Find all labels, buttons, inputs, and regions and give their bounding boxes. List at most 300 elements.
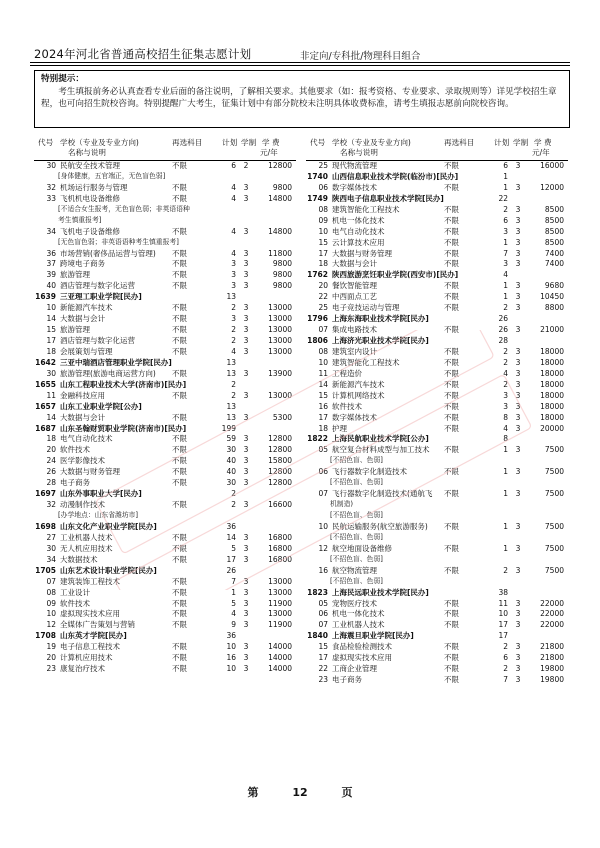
subject-cell: 不限 (444, 598, 459, 608)
name-cell: 上海民远职业技术学院[民办] (332, 587, 429, 597)
name-cell: 大数据与财务管理 (60, 467, 120, 477)
name-cell: 跨境电子商务 (60, 259, 105, 269)
plan-cell: 8 (503, 434, 508, 444)
school-row (34, 402, 296, 413)
code-cell: 39 (46, 270, 56, 280)
subject-cell: 不限 (444, 303, 459, 313)
fee-cell: 13000 (268, 314, 292, 324)
plan-cell: 38 (498, 587, 508, 597)
fee-cell: 12800 (268, 467, 292, 477)
major-row (306, 238, 568, 249)
code-cell: 10 (318, 521, 328, 531)
plan-cell: 2 (503, 642, 508, 652)
name-cell: 动漫制作技术 (60, 500, 105, 510)
subject-cell: 不限 (172, 587, 187, 597)
major-row (306, 259, 568, 270)
code-cell: 32 (46, 182, 56, 192)
subject-cell: 不限 (172, 620, 187, 630)
fee-cell: 15800 (268, 456, 292, 466)
name-cell: 虚拟现实技术应用 (60, 609, 120, 619)
length-cell: 3 (515, 379, 521, 389)
school-row (306, 434, 568, 445)
name-cell: 航空物流管理 (332, 565, 377, 575)
plan-cell: 6 (503, 161, 508, 170)
subject-cell: 不限 (172, 598, 187, 608)
code-cell: 1708 (35, 631, 56, 641)
length-cell: 3 (515, 303, 521, 313)
major-row (306, 413, 568, 424)
th-name1: 学校（专业及专业方向) (332, 138, 411, 147)
length-cell: 3 (243, 226, 249, 236)
major-row (34, 642, 296, 653)
subject-cell: 不限 (172, 467, 187, 477)
plan-cell: 1 (503, 467, 508, 477)
plan-cell: 2 (231, 325, 236, 335)
code-cell: 1823 (307, 587, 328, 597)
plan-cell: 1 (503, 292, 508, 302)
fee-cell: 13900 (268, 368, 292, 378)
plan-cell: 3 (503, 390, 508, 400)
name-cell: 工业机器人技术 (332, 620, 385, 630)
code-cell: 20 (46, 653, 56, 663)
subject-cell: 不限 (172, 642, 187, 652)
subject-cell: 不限 (444, 357, 459, 367)
th-plan: 计划 (222, 138, 238, 147)
subject-cell: 不限 (172, 303, 187, 313)
fee-cell: 12800 (268, 434, 292, 444)
code-cell: 17 (46, 336, 56, 345)
fee-cell: 11900 (268, 598, 292, 608)
note-row (306, 456, 568, 467)
plan-cell: 1 (503, 171, 508, 181)
th-name1: 学校（专业及专业方向) (60, 138, 139, 147)
length-cell: 3 (243, 368, 249, 378)
length-cell: 3 (515, 445, 521, 455)
plan-cell: 4 (503, 368, 508, 378)
name-cell: 陕西旅游烹饪职业学院(西安市)[民办] (332, 270, 459, 280)
major-row (34, 325, 296, 336)
code-cell: 10 (46, 303, 56, 313)
major-row (306, 249, 568, 260)
plan-cell: 2 (231, 489, 236, 499)
plan-cell: 3 (503, 401, 508, 411)
code-cell: 23 (46, 664, 56, 674)
subject-cell: 不限 (172, 609, 187, 619)
name-cell: 餐饮智能管理 (332, 281, 377, 291)
page-footer (0, 784, 600, 800)
major-row (34, 653, 296, 664)
fee-cell: 16800 (268, 532, 292, 542)
fee-cell: 8500 (544, 215, 564, 225)
fee-cell: 12800 (268, 478, 292, 488)
name-cell: 机场运行服务与管理 (60, 182, 128, 192)
school-row (34, 380, 296, 391)
fee-cell: 13000 (268, 576, 292, 586)
name-cell: 会展策划与管理 (60, 346, 113, 356)
code-cell: 15 (318, 642, 328, 652)
th-len: 学制 (241, 138, 257, 147)
code-cell: 06 (318, 467, 328, 477)
fee-cell: 13000 (268, 609, 292, 619)
school-row (34, 358, 296, 369)
name-cell: 新能源汽车技术 (332, 379, 385, 389)
fee-cell: 5300 (272, 412, 292, 422)
name-cell: 山东圣翰财贸职业学院(济南市)[民办] (60, 423, 187, 433)
note-row (34, 238, 296, 249)
name-cell: 飞机机电设备维修 (60, 193, 120, 203)
code-cell: 12 (46, 620, 56, 630)
plan-cell: 1 (503, 237, 508, 247)
plan-cell: 40 (226, 467, 236, 477)
length-cell: 3 (515, 357, 521, 367)
notice-box (34, 70, 570, 128)
subject-cell: 不限 (172, 161, 187, 170)
fee-cell: 7500 (544, 521, 564, 531)
major-row (306, 380, 568, 391)
length-cell: 3 (515, 237, 521, 247)
code-cell: 26 (46, 467, 56, 477)
th-fee1: 学 费 (262, 138, 280, 147)
code-cell: 15 (318, 237, 328, 247)
major-row (34, 555, 296, 566)
right-column (306, 134, 568, 686)
name-cell: 工业设计 (60, 587, 90, 597)
plan-cell: 2 (503, 664, 508, 674)
plan-cell: 1 (503, 489, 508, 499)
plan-cell: 13 (226, 357, 236, 367)
subject-cell: 不限 (444, 543, 459, 553)
header-rule (30, 62, 570, 63)
length-cell: 3 (243, 587, 249, 597)
subject-cell: 不限 (444, 620, 459, 630)
fee-cell: 14000 (268, 664, 292, 674)
code-cell: 1687 (35, 423, 56, 433)
length-cell: 3 (243, 456, 249, 466)
name-cell: 酒店管理与数字化运营 (60, 336, 135, 345)
subject-cell: 不限 (444, 215, 459, 225)
note-row (306, 511, 568, 522)
name-cell: 飞机电子设备维修 (60, 226, 120, 236)
name-cell: 山东英才学院[民办] (60, 631, 127, 641)
code-cell: 33 (46, 193, 56, 203)
th-fee1: 学 费 (534, 138, 552, 147)
right-rows (306, 161, 568, 686)
subject-cell: 不限 (172, 390, 187, 400)
note-text: [无色盲色弱；非英语语种考生慎重报考] (58, 237, 179, 246)
plan-cell: 2 (231, 500, 236, 510)
plan-cell: 59 (226, 434, 236, 444)
major-row (34, 249, 296, 260)
subject-cell: 不限 (172, 456, 187, 466)
code-cell: 06 (318, 609, 328, 619)
code-cell: 30 (46, 368, 56, 378)
plan-cell: 199 (221, 423, 236, 433)
length-cell: 3 (243, 346, 249, 356)
school-row (34, 292, 296, 303)
th-len: 学制 (513, 138, 529, 147)
major-row (34, 445, 296, 456)
note-row (34, 216, 296, 227)
note-row (306, 577, 568, 588)
name-cell: 飞行器数字化制造技术 (332, 467, 407, 477)
length-cell: 3 (243, 434, 249, 444)
plan-cell: 17 (498, 631, 508, 641)
note-row (34, 205, 296, 216)
major-row (34, 369, 296, 380)
code-cell: 07 (46, 576, 56, 586)
fee-cell: 21800 (540, 642, 564, 652)
code-cell: 16 (318, 401, 328, 411)
length-cell: 3 (515, 346, 521, 356)
major-row (306, 281, 568, 292)
plan-cell: 4 (231, 226, 236, 236)
subject-cell: 不限 (172, 532, 187, 542)
name-cell: 护理 (332, 423, 347, 433)
note-text: 考生慎重报考] (58, 215, 102, 224)
code-cell: 05 (318, 598, 328, 608)
subject-cell: 不限 (444, 565, 459, 575)
left-rows (34, 161, 296, 675)
length-cell: 3 (243, 478, 249, 488)
code-cell: 05 (318, 445, 328, 455)
code-cell: 19 (46, 642, 56, 652)
major-row (34, 620, 296, 631)
major-row (306, 653, 568, 664)
length-cell: 3 (515, 675, 521, 685)
name-cell: 大数据与会计 (60, 412, 105, 422)
fee-cell: 12800 (268, 161, 292, 170)
major-row (34, 588, 296, 599)
fee-cell: 18000 (540, 401, 564, 411)
fee-cell: 22000 (540, 598, 564, 608)
name-cell: 金融科技应用 (60, 390, 105, 400)
major-row (306, 402, 568, 413)
subject-cell: 不限 (172, 226, 187, 236)
plan-cell: 26 (498, 325, 508, 335)
code-cell: 11 (318, 368, 328, 378)
major-row (34, 413, 296, 424)
note-row (306, 533, 568, 544)
plan-cell: 17 (226, 554, 236, 564)
subject-cell: 不限 (444, 248, 459, 258)
name-cell: 医学影像技术 (60, 456, 105, 466)
code-cell: 1655 (35, 379, 56, 389)
left-column (34, 134, 296, 675)
name-cell: 山东艺术设计职业学院[民办] (60, 565, 157, 575)
major-row (306, 205, 568, 216)
major-row (306, 424, 568, 435)
code-cell: 30 (46, 543, 56, 553)
fee-cell: 22000 (540, 620, 564, 630)
major-row (34, 259, 296, 270)
major-row (34, 500, 296, 511)
code-cell: 07 (318, 620, 328, 630)
name-cell: 三亚理工职业学院[民办] (60, 292, 142, 302)
name-cell: 民航运输服务(航空旅游服务) (332, 521, 428, 531)
length-cell: 3 (243, 642, 249, 652)
th-name2: 名称与说明 (68, 148, 106, 157)
code-cell: 17 (318, 653, 328, 663)
length-cell: 3 (243, 664, 249, 674)
fee-cell: 9680 (544, 281, 564, 291)
length-cell: 3 (515, 325, 521, 335)
name-cell: 电子信息工程技术 (60, 642, 120, 652)
name-cell: 电气自动化技术 (332, 226, 385, 236)
name-cell: 无人机应用技术 (60, 543, 113, 553)
length-cell: 3 (243, 281, 249, 291)
plan-cell: 3 (503, 226, 508, 236)
name-cell: 市场营销(奢侈品运营与管理) (60, 248, 156, 258)
name-cell: 山东工业职业学院[公办] (60, 401, 142, 411)
subject-cell: 不限 (172, 259, 187, 269)
length-cell: 3 (243, 325, 249, 335)
length-cell: 2 (243, 161, 249, 170)
length-cell: 3 (243, 259, 249, 269)
code-cell: 40 (46, 281, 56, 291)
plan-cell: 2 (503, 303, 508, 313)
name-cell: 大数据技术 (60, 554, 98, 564)
fee-cell: 8500 (544, 226, 564, 236)
plan-cell: 11 (498, 598, 508, 608)
fee-cell: 11900 (268, 620, 292, 630)
major-row (306, 325, 568, 336)
subject-cell: 不限 (172, 368, 187, 378)
th-name2: 名称与说明 (340, 148, 378, 157)
length-cell: 3 (515, 292, 521, 302)
code-cell: 18 (46, 434, 56, 444)
length-cell: 3 (243, 500, 249, 510)
name-cell: 建筑装饰工程技术 (60, 576, 120, 586)
name-cell: 航空地面设备维修 (332, 543, 392, 553)
note-text: [不招色盲、色弱] (330, 478, 383, 487)
code-cell: 18 (318, 259, 328, 269)
subject-cell: 不限 (172, 248, 187, 258)
plan-cell: 4 (231, 248, 236, 258)
header-subtitle: 非定向/专科批/物理科目组合 (300, 51, 421, 62)
notice-body: 考生填报前务必认真查看专业后面的备注说明，了解相关要求。其他要求（如：报考资格、专业要求、录取规则等）详见学校招生章程，也可向招生院校咨询。特别提醒广大考生，征集计划中有部分院校未注明具体收费标准，请考生填报志愿前向院校咨询。 (41, 87, 557, 109)
note-text: 机制造) (330, 500, 354, 509)
length-cell: 3 (515, 259, 521, 269)
subject-cell: 不限 (172, 314, 187, 324)
fee-cell: 14800 (268, 193, 292, 203)
major-row (34, 544, 296, 555)
name-cell: 上海东海职业技术学院[民办] (332, 314, 429, 324)
major-row (34, 281, 296, 292)
plan-cell: 36 (226, 631, 236, 641)
plan-cell: 13 (226, 368, 236, 378)
major-row (306, 292, 568, 303)
major-row (34, 270, 296, 281)
fee-cell: 8500 (544, 204, 564, 214)
code-cell: 16 (318, 565, 328, 575)
subject-cell: 不限 (172, 445, 187, 455)
code-cell: 1796 (307, 314, 328, 324)
note-text: [不招色盲、色弱] (330, 511, 383, 519)
subject-cell: 不限 (172, 434, 187, 444)
school-row (34, 566, 296, 577)
fee-cell: 7500 (544, 489, 564, 499)
plan-cell: 1 (503, 543, 508, 553)
school-row (306, 631, 568, 642)
fee-cell: 8800 (544, 303, 564, 313)
code-cell: 14 (46, 314, 56, 324)
major-row (34, 336, 296, 347)
plan-cell: 3 (231, 259, 236, 269)
name-cell: 电子竞技运动与管理 (332, 303, 400, 313)
name-cell: 酒店管理与数字化运营 (60, 281, 135, 291)
major-row (306, 489, 568, 500)
name-cell: 上海震旦职业学院[民办] (332, 631, 414, 641)
subject-cell: 不限 (172, 336, 187, 345)
name-cell: 建筑室内设计 (332, 346, 377, 356)
code-cell: 07 (318, 489, 328, 499)
name-cell: 电气自动化技术 (60, 434, 113, 444)
major-row (306, 467, 568, 478)
length-cell: 3 (243, 620, 249, 630)
name-cell: 旅游管理 (60, 325, 90, 335)
name-cell: 大数据与财务管理 (332, 248, 392, 258)
length-cell: 3 (515, 412, 521, 422)
code-cell: 1697 (35, 489, 56, 499)
note-row (306, 478, 568, 489)
subject-cell: 不限 (172, 478, 187, 488)
subject-cell: 不限 (444, 664, 459, 674)
note-text: [不招色盲、色弱] (330, 576, 383, 585)
name-cell: 山东工程职业技术大学(济南市)[民办] (60, 379, 187, 389)
fee-cell: 14000 (268, 653, 292, 663)
code-cell: 1698 (35, 521, 56, 531)
note-row (306, 555, 568, 566)
subject-cell: 不限 (444, 390, 459, 400)
code-cell: 1762 (307, 270, 328, 280)
code-cell: 30 (46, 161, 56, 170)
fee-cell: 14000 (268, 642, 292, 652)
name-cell: 宠物医疗技术 (332, 598, 377, 608)
name-cell: 中西面点工艺 (332, 292, 377, 302)
plan-cell: 13 (226, 412, 236, 422)
code-cell: 1740 (307, 171, 328, 181)
major-row (306, 227, 568, 238)
plan-cell: 3 (231, 314, 236, 324)
major-row (34, 347, 296, 358)
major-row (306, 358, 568, 369)
note-row (34, 172, 296, 183)
subject-cell: 不限 (444, 401, 459, 411)
school-row (34, 489, 296, 500)
fee-cell: 18000 (540, 379, 564, 389)
plan-cell: 36 (226, 521, 236, 531)
subject-cell: 不限 (444, 675, 459, 685)
fee-cell: 7400 (544, 259, 564, 269)
major-row (34, 533, 296, 544)
plan-cell: 10 (226, 664, 236, 674)
fee-cell: 13000 (268, 390, 292, 400)
fee-cell: 9800 (272, 259, 292, 269)
subject-cell: 不限 (444, 412, 459, 422)
subject-cell: 不限 (444, 368, 459, 378)
length-cell: 3 (515, 565, 521, 575)
length-cell: 3 (515, 620, 521, 630)
length-cell: 3 (515, 248, 521, 258)
plan-cell: 5 (231, 598, 236, 608)
plan-cell: 40 (226, 456, 236, 466)
name-cell: 大数据与会计 (332, 259, 377, 269)
name-cell: 康复治疗技术 (60, 664, 105, 674)
major-row (34, 456, 296, 467)
fee-cell: 21000 (540, 325, 564, 335)
length-cell: 3 (243, 598, 249, 608)
school-row (306, 194, 568, 205)
